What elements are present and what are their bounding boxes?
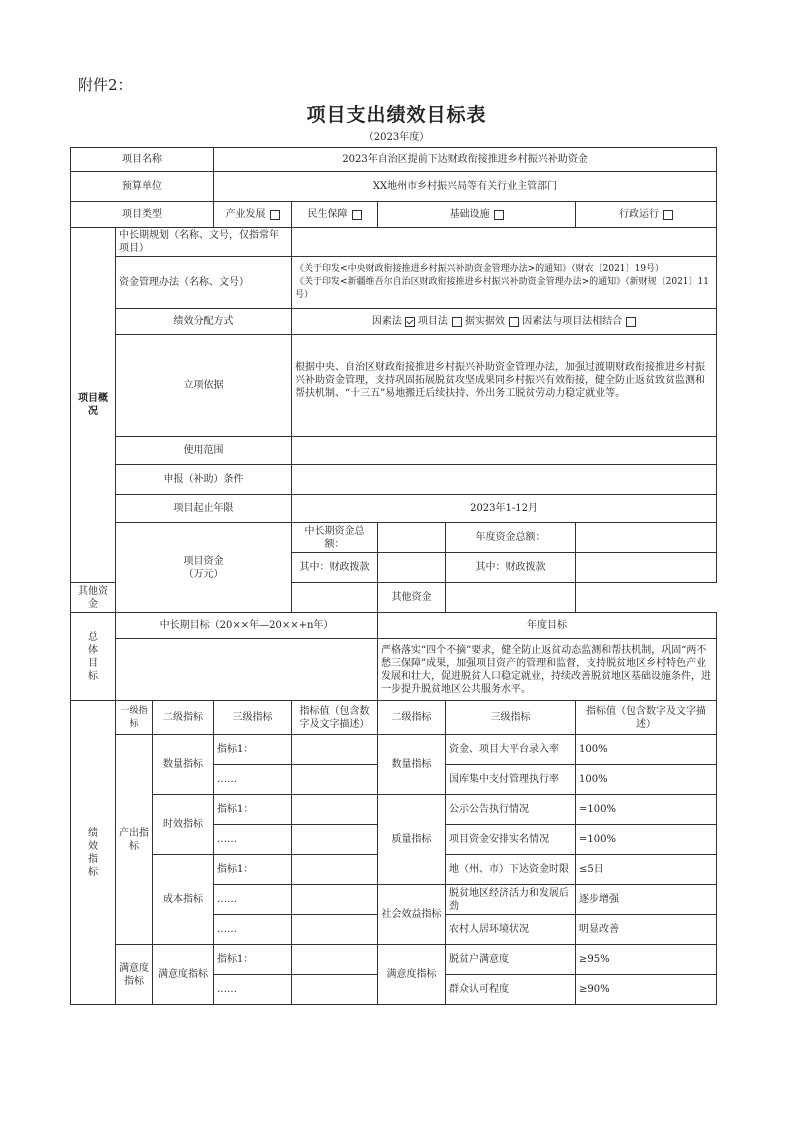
budget-unit-label: 预算单位 [71, 172, 214, 202]
scope-label: 使用范围 [116, 437, 292, 465]
right-indicator-value: 100% [576, 735, 717, 765]
right-indicator-name: 地（州、市）下达资金时限 [446, 855, 576, 885]
satisfaction-lvl1-label: 满意度指标 [116, 945, 153, 1005]
hdr-lvl3-right: 三级指标 [446, 701, 576, 735]
right-indicator-name: 国库集中支付管理执行率 [446, 765, 576, 795]
left-indicator-value [292, 825, 378, 855]
basis-value: 根据中央、自治区财政衔接推进乡村振兴补助资金管理办法，加强过渡期财政衔接推进乡村振兴补助资金管理，支持巩固拓展脱贫攻坚成果同乡村振兴有效衔接，健全防止返贫致贫监测和帮扶机制、“十三五”易地搬迁后续扶持、外出务工脱贫劳动力稳定就业等。 [292, 335, 717, 437]
fund-mgmt-value: 《关于印发<中央财政衔接推进乡村振兴补助资金管理办法>的通知》（财农〔2021〕19号） 《关于印发<新疆维吾尔自治区财政衔接推进乡村振兴补助资金管理办法>的通知》（新财规〔2021〕11号） [292, 257, 717, 309]
left-indicator: 指标1： [214, 735, 292, 765]
right-indicator-name: 项目资金安排实名情况 [446, 825, 576, 855]
left-qty-label: 数量指标 [153, 735, 214, 795]
checkbox-icon [626, 317, 636, 327]
right-sat-label: 满意度指标 [378, 945, 446, 1005]
mid-goal-label: 中长期目标（20××年—20××+n年） [116, 613, 378, 639]
left-sat-label: 满意度指标 [153, 945, 214, 1005]
left-indicator: …… [214, 915, 292, 945]
right-social-label: 社会效益指标 [378, 885, 446, 945]
right-indicator-value: =100% [576, 795, 717, 825]
left-indicator-value [292, 915, 378, 945]
apply-value [292, 465, 717, 495]
year-total-label: 年度资金总额： [446, 523, 576, 553]
apply-label: 申报（补助）条件 [116, 465, 292, 495]
perf-alloc-label: 绩效分配方式 [116, 309, 292, 335]
scope-value [292, 437, 717, 465]
year-goal-label: 年度目标 [378, 613, 717, 639]
year-other-value [446, 583, 576, 613]
left-indicator-value [292, 975, 378, 1005]
hdr-lvl2-right: 二级指标 [378, 701, 446, 735]
mid-fin-value [378, 553, 446, 583]
right-indicator-name: 农村人居环境状况 [446, 915, 576, 945]
left-indicator-value [292, 765, 378, 795]
right-indicator-value: ≥95% [576, 945, 717, 975]
checkbox-icon [509, 317, 519, 327]
mid-other-label: 其他资金 [71, 583, 116, 613]
checkbox-icon [663, 210, 673, 220]
period-label: 项目起止年限 [116, 495, 292, 523]
year-total-value [576, 523, 717, 553]
type-option-livelihood: 民生保障 [292, 202, 378, 228]
right-indicator-name: 群众认可程度 [446, 975, 576, 1005]
output-indicators-label: 产出指标 [116, 735, 153, 945]
page-title: 项目支出绩效目标表 [306, 104, 487, 126]
left-indicator: 指标1： [214, 795, 292, 825]
left-cost-label: 成本指标 [153, 855, 214, 945]
basis-label: 立项依据 [116, 335, 292, 437]
checkbox-icon [352, 210, 362, 220]
right-indicator-name: 资金、项目大平台录入率 [446, 735, 576, 765]
left-indicator: 指标1： [214, 945, 292, 975]
year-goal-value: 严格落实“四个不摘”要求，健全防止返贫动态监测和帮扶机制，巩固“两不愁三保障”成果，加强项目资产的管理和监督，支持脱贫地区乡村特色产业发展和壮大，促进脱贫人口稳定就业，持续改善脱贫地区基础设施条件，进一步提升脱贫地区公共服务水平。 [378, 639, 717, 701]
right-indicator-name: 脱贫户满意度 [446, 945, 576, 975]
mid-total-value [378, 523, 446, 553]
perf-indicators-label: 绩 效 指 标 [71, 701, 116, 1005]
mid-other-value [292, 583, 378, 613]
right-indicator-name: 公示公告执行情况 [446, 795, 576, 825]
overall-label: 总 体 目 标 [71, 613, 116, 701]
left-time-label: 时效指标 [153, 795, 214, 855]
hdr-value-left: 指标值（包含数字及文字描述） [292, 701, 378, 735]
checked-box-icon [405, 317, 415, 327]
hdr-value-right: 指标值（包含数字及文字描述） [576, 701, 717, 735]
fund-mgmt-label: 资金管理办法（名称、文号） [116, 257, 292, 309]
right-qty-label: 数量指标 [378, 735, 446, 795]
mid-fin-label: 其中：财政拨款 [292, 553, 378, 583]
mid-total-label: 中长期资金总额： [292, 523, 378, 553]
project-name-value: 2023年自治区提前下达财政衔接推进乡村振兴补助资金 [214, 148, 717, 172]
mid-plan-label: 中长期规划（名称、文号，仅指常年项目） [116, 228, 292, 257]
right-indicator-value: 100% [576, 765, 717, 795]
right-indicator-value: ≥90% [576, 975, 717, 1005]
left-indicator: …… [214, 765, 292, 795]
year-label: （2023年度） [363, 132, 430, 143]
year-other-label: 其他资金 [378, 583, 446, 613]
right-quality-label: 质量指标 [378, 795, 446, 885]
checkbox-icon [452, 317, 462, 327]
hdr-lvl3-left: 三级指标 [214, 701, 292, 735]
type-option-infrastructure: 基础设施 [378, 202, 576, 228]
year-fin-label: 其中：财政拨款 [446, 553, 576, 583]
left-indicator: …… [214, 975, 292, 1005]
left-indicator: 指标1： [214, 855, 292, 885]
left-indicator-value [292, 885, 378, 915]
hdr-lvl1: 一级指标 [116, 701, 153, 735]
budget-unit-value: XX地州市乡村振兴局等有关行业主管部门 [214, 172, 717, 202]
perf-alloc-value: 因素法 项目法 据实据效 因素法与项目法相结合 [292, 309, 717, 335]
left-indicator-value [292, 855, 378, 885]
type-option-industry: 产业发展 [214, 202, 292, 228]
hdr-lvl2-left: 二级指标 [153, 701, 214, 735]
funds-label: 项目资金 （万元） [116, 523, 292, 613]
period-value: 2023年1-12月 [292, 495, 717, 523]
mid-plan-value [292, 228, 717, 257]
left-indicator: …… [214, 885, 292, 915]
left-indicator-value [292, 945, 378, 975]
performance-form [70, 147, 717, 1005]
attachment-label: 附件2： [78, 76, 133, 94]
right-indicator-value: =100% [576, 825, 717, 855]
right-indicator-value: 逐步增强 [576, 885, 717, 915]
overview-label: 项目概况 [71, 228, 116, 583]
year-fin-value [576, 553, 717, 583]
project-name-label: 项目名称 [71, 148, 214, 172]
right-indicator-value: 明显改善 [576, 915, 717, 945]
checkbox-icon [270, 210, 280, 220]
left-indicator: …… [214, 825, 292, 855]
right-indicator-name: 脱贫地区经济活力和发展后劲 [446, 885, 576, 915]
left-indicator-value [292, 795, 378, 825]
type-option-admin: 行政运行 [576, 202, 717, 228]
mid-goal-value [116, 639, 378, 701]
left-indicator-value [292, 735, 378, 765]
right-indicator-value: ≤5日 [576, 855, 717, 885]
checkbox-icon [494, 210, 504, 220]
project-type-label: 项目类型 [71, 202, 214, 228]
